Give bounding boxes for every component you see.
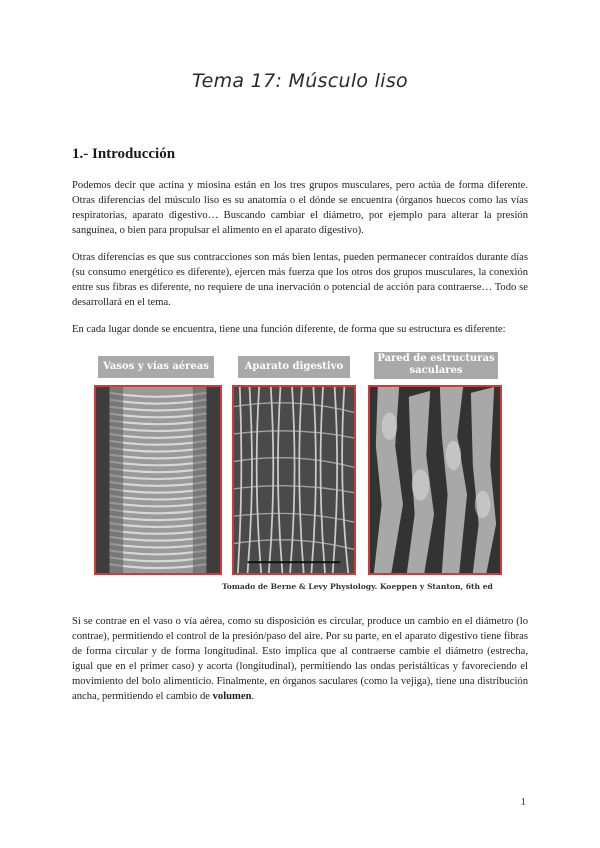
micrograph-figure — [92, 352, 506, 598]
paragraph-3: En cada lugar donde se encuentra, tiene una función diferente, de forma que su estructura es diferente: — [72, 324, 506, 335]
paragraph-1: Podemos decir que actina y miosina están en los tres grupos musculares, pero actúa de forma diferente. Otras diferencias del músculo liso es su anatomía o el dónde se encuentra (órganos huecos como las vías respiratorias, aparato digestivo… Buscando cambiar el diámetro, por ejemplo para alterar la presión sanguínea, o bien para propulsar el alimento en el aparato digestivo). — [72, 180, 528, 236]
paragraph-4-end: . — [251, 691, 255, 702]
micrograph-digestive — [232, 385, 356, 575]
figure-caption: Tomado de Berne & Levy Physiology. Koeppen y Stanton, 6th ed — [222, 582, 493, 591]
figure-label-vessels: Vasos y vías aéreas — [98, 356, 214, 378]
figure-label-saccular: Pared de estructuras saculares — [374, 352, 498, 379]
paragraph-2: Otras diferencias es que sus contracciones son más bien lentas, pueden permanecer contraídos durante días (su consumo energético es diferente), ejercen más fuerza que los otros dos grupos musculares, la conexión entre sus fibras es diferente, no requiere de una inervación o potencial de acción para contraerse… Todo se desarrollará en el tema. — [72, 252, 528, 308]
paragraph-4-text: Si se contrae en el vaso o vía aérea, como su disposición es circular, produce un cambio en el diámetro (lo contrae), permitiendo el control de la presión/paso del aire. Por su parte, en el aparato digestivo tiene fibras de forma circular y de forma longitudinal. Esto implica que al contraerse cambie el diámetro (estrecha, igual que en el primer caso) y acorta (longitudinal), permitiendo las ondas peristálticas y favoreciendo el movimiento del bolo alimenticio. Finalmente, en órganos saculares (como la vejiga), tiene una distribución ancha, permitiendo el cambio de — [72, 616, 528, 702]
section-heading: 1.- Introducción — [72, 146, 176, 162]
figure-label-digestive: Aparato digestivo — [238, 356, 350, 378]
micrograph-vessels — [94, 385, 222, 575]
micrograph-saccular — [368, 385, 502, 575]
paragraph-4 — [72, 614, 528, 704]
page-title: Tema 17: Músculo liso — [192, 70, 408, 92]
paragraph-4-bold: volumen — [212, 691, 252, 702]
page-number: 1 — [520, 796, 526, 808]
